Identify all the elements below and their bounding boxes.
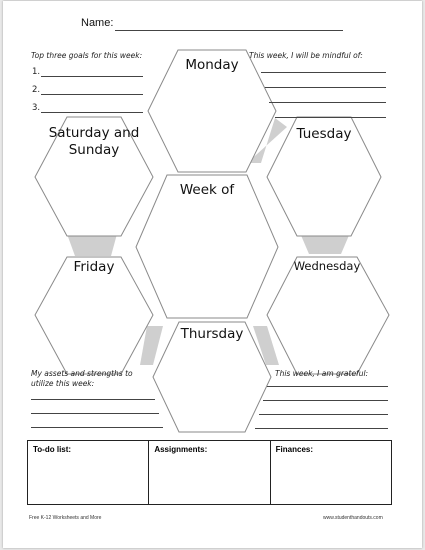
assets-title: My assets and strengths to utilize this week: [31,369,133,388]
assignments-cell[interactable] [149,441,270,504]
mindful-line-3[interactable] [269,102,386,103]
hex-wednesday [267,257,389,374]
grateful-line-3[interactable] [259,414,388,415]
goal-line-2[interactable] [41,94,143,95]
goal-number-1: 1. [32,67,41,77]
tuesday-label: Tuesday [296,126,352,142]
friday-label: Friday [73,259,115,275]
name-label: Name: [81,17,114,29]
assets-line-3[interactable] [31,427,163,428]
goal-number-3: 3. [32,103,41,113]
grateful-line-4[interactable] [255,428,388,429]
goal-line-1[interactable] [41,76,143,77]
mindful-line-1[interactable] [261,72,386,73]
goals-title: Top three goals for this week: [31,51,143,60]
mindful-line-2[interactable] [265,87,386,88]
worksheet-page [3,1,422,548]
grateful-line-1[interactable] [267,386,388,387]
footer-right: www.studenthandouts.com [323,515,383,521]
goal-number-2: 2. [32,85,41,95]
week-of-label: Week of [179,182,235,198]
assignments-label: Assignments: [154,445,208,454]
connector-weekend-friday [67,234,117,256]
finances-label: Finances: [275,445,313,454]
grateful-title: This week, I am grateful: [275,369,369,378]
mindful-title: This week, I will be mindful of: [249,51,363,60]
planner-table [27,440,392,505]
monday-label: Monday [185,57,239,73]
footer-left: Free K-12 Worksheets and More [29,515,102,521]
thursday-label: Thursday [180,326,244,342]
todo-cell[interactable] [28,441,149,504]
wednesday-label: Wednesday [293,259,361,273]
mindful-line-4[interactable] [275,117,386,118]
grateful-line-2[interactable] [263,400,388,401]
assets-line-2[interactable] [31,413,159,414]
goal-line-3[interactable] [41,112,143,113]
finances-cell[interactable] [271,441,391,504]
weekend-label: Saturday and Sunday [48,125,140,158]
todo-label: To-do list: [33,445,72,454]
assets-line-1[interactable] [31,399,155,400]
